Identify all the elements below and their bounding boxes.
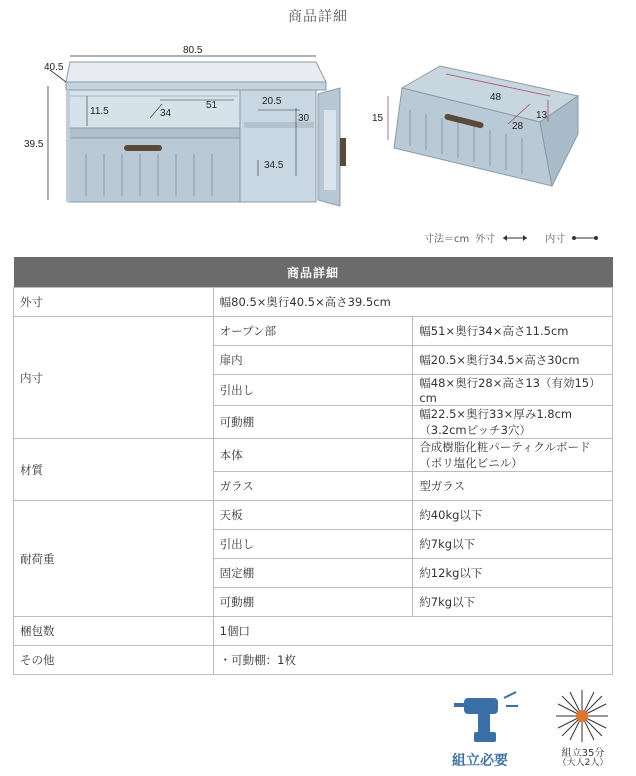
- table-row: [14, 617, 613, 646]
- row-category: その他: [14, 646, 214, 675]
- row-value: 幅48×奥行28×高さ13（有効15）cm: [413, 375, 613, 406]
- inner-dot-icon: [571, 234, 599, 242]
- row-subcategory: 本体: [213, 439, 413, 472]
- row-value: 約12kg以下: [413, 559, 613, 588]
- assembly-people-label: （大人2人）: [557, 758, 609, 768]
- table-row: [14, 646, 613, 675]
- row-subcategory: オープン部: [213, 317, 413, 346]
- row-value: 合成樹脂化粧パーティクルボード（ポリ塩化ビニル）: [413, 439, 613, 472]
- row-subcategory: ガラス: [213, 472, 413, 501]
- row-subcategory: 引出し: [213, 530, 413, 559]
- open-height-label: 11.5: [90, 106, 109, 117]
- outer-width-label: 80.5: [183, 45, 203, 56]
- spec-table-header: 商品詳細: [14, 257, 613, 288]
- inner-legend-label: 内寸: [545, 234, 566, 245]
- row-subcategory: 引出し: [213, 375, 413, 406]
- row-subcategory: 可動棚: [213, 588, 413, 617]
- table-row: [14, 501, 613, 530]
- row-category: 耐荷重: [14, 501, 214, 617]
- drawer-illustration: [394, 66, 578, 186]
- drawer-width-label: 48: [490, 92, 502, 103]
- row-category: 外寸: [14, 288, 214, 317]
- outer-arrow-icon: [501, 234, 529, 242]
- row-subcategory: 扉内: [213, 346, 413, 375]
- row-category: 材質: [14, 439, 214, 501]
- unit-label: 寸法＝cm: [424, 234, 470, 245]
- door-height-label: 30: [298, 113, 310, 124]
- row-value: 型ガラス: [413, 472, 613, 501]
- row-value: 約7kg以下: [413, 530, 613, 559]
- row-value: 幅22.5×奥行33×厚み1.8cm（3.2cmピッチ3穴）: [413, 406, 613, 439]
- drawer-height-label: 13: [536, 110, 548, 121]
- outer-legend-label: 外寸: [475, 234, 496, 245]
- page-title: 商品詳細: [288, 9, 348, 25]
- spec-table-container: [13, 257, 613, 675]
- table-row: [14, 439, 613, 472]
- assembly-required-badge: [452, 688, 532, 774]
- row-value: 約7kg以下: [413, 588, 613, 617]
- drawer-depth-label: 28: [512, 121, 524, 132]
- spec-table: [13, 257, 613, 675]
- drill-icon: [452, 688, 522, 744]
- open-width-label: 51: [206, 100, 218, 111]
- row-value: 約40kg以下: [413, 501, 613, 530]
- outer-depth-label: 40.5: [44, 62, 64, 73]
- row-value: 幅51×奥行34×高さ11.5cm: [413, 317, 613, 346]
- row-subcategory: 固定棚: [213, 559, 413, 588]
- sunburst-clock-icon: [554, 688, 610, 744]
- door-depth-label: 34.5: [264, 160, 284, 171]
- assembly-time-label: 組立35分: [561, 748, 605, 759]
- row-subcategory: 可動棚: [213, 406, 413, 439]
- row-value: 幅20.5×奥行34.5×高さ30cm: [413, 346, 613, 375]
- drawer-effective-height-label: 15: [372, 113, 384, 124]
- table-row: [14, 288, 613, 317]
- cabinet-illustration: [66, 62, 346, 206]
- row-value: ・可動棚：1枚: [213, 646, 612, 675]
- open-depth-label: 34: [160, 108, 172, 119]
- dimension-illustrations: [0, 0, 636, 250]
- dimension-legend: [424, 230, 599, 245]
- assembly-time-badge: [544, 688, 622, 774]
- outer-height-label: 39.5: [24, 139, 44, 150]
- assembly-badges: [452, 688, 622, 774]
- assembly-required-label: 組立必要: [452, 753, 508, 769]
- row-category: 梱包数: [14, 617, 214, 646]
- table-row: [14, 317, 613, 346]
- row-value: 幅80.5×奥行40.5×高さ39.5cm: [213, 288, 612, 317]
- row-value: 1個口: [213, 617, 612, 646]
- row-subcategory: 天板: [213, 501, 413, 530]
- door-width-label: 20.5: [262, 96, 282, 107]
- row-category: 内寸: [14, 317, 214, 439]
